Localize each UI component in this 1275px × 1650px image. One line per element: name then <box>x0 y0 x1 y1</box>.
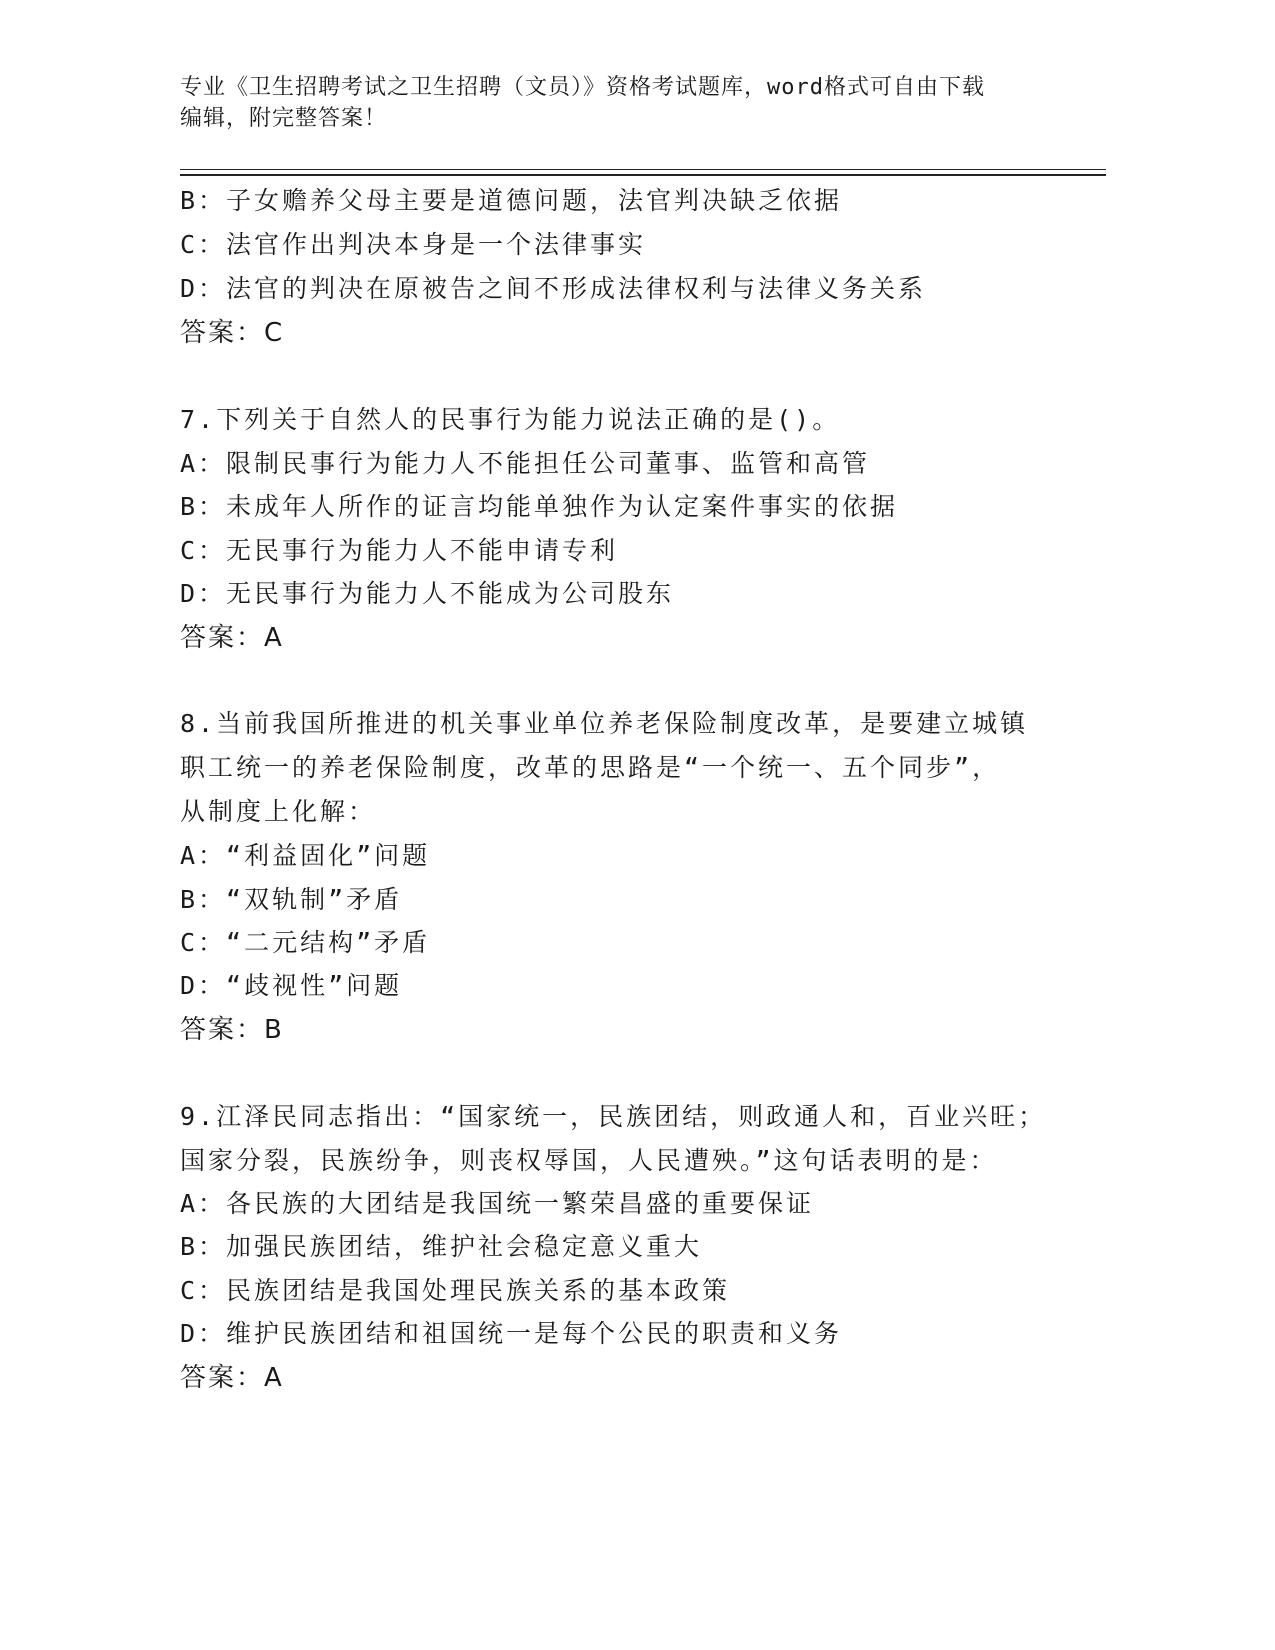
header-divider-thin <box>180 169 1106 170</box>
question-8-stem-line-1: 8.当前我国所推进的机关事业单位养老保险制度改革，是要建立城镇 <box>180 709 1029 738</box>
answer-label: 答案：A <box>180 623 284 653</box>
option-d: D：维护民族团结和祖国统一是每个公民的职责和义务 <box>180 1319 843 1348</box>
option-c: C：“二元结构”矛盾 <box>180 928 431 957</box>
option-c: C：法官作出判决本身是一个法律事实 <box>180 230 647 259</box>
option-a: A：限制民事行为能力人不能担任公司董事、监管和高管 <box>180 449 871 478</box>
question-7-stem: 7.下列关于自然人的民事行为能力说法正确的是()。 <box>180 405 841 434</box>
option-b: B：未成年人所作的证言均能单独作为认定案件事实的依据 <box>180 492 899 521</box>
option-b: B：“双轨制”矛盾 <box>180 885 403 914</box>
document-header <box>180 72 1060 134</box>
option-a: A：各民族的大团结是我国统一繁荣昌盛的重要保证 <box>180 1189 815 1218</box>
option-a: A：“利益固化”问题 <box>180 841 431 870</box>
option-d: D：法官的判决在原被告之间不形成法律权利与法律义务关系 <box>180 274 927 303</box>
option-d: D：“歧视性”问题 <box>180 971 403 1000</box>
header-divider-thick <box>180 174 1106 176</box>
question-8-stem-line-2: 职工统一的养老保险制度，改革的思路是“一个统一、五个同步”， <box>180 753 1001 782</box>
answer-label: 答案：A <box>180 1363 284 1393</box>
question-8-stem-line-3: 从制度上化解： <box>180 797 377 826</box>
option-d: D：无民事行为能力人不能成为公司股东 <box>180 579 675 608</box>
question-9-stem-line-2: 国家分裂，民族纷争，则丧权辱国，人民遭殃。”这句话表明的是： <box>180 1146 998 1175</box>
option-b: B：加强民族团结，维护社会稳定意义重大 <box>180 1232 703 1261</box>
answer-label: 答案：B <box>180 1015 284 1045</box>
option-c: C：无民事行为能力人不能申请专利 <box>180 536 619 565</box>
option-c: C：民族团结是我国处理民族关系的基本政策 <box>180 1276 731 1305</box>
answer-label: 答案：C <box>180 318 285 348</box>
option-b: B：子女赡养父母主要是道德问题，法官判决缺乏依据 <box>180 186 843 215</box>
header-line-2: 编辑，附完整答案！ <box>180 106 388 131</box>
question-9-stem-line-1: 9.江泽民同志指出：“国家统一，民族团结，则政通人和，百业兴旺； <box>180 1102 1047 1131</box>
header-line-1: 专业《卫生招聘考试之卫生招聘（文员）》资格考试题库，word格式可自由下载 <box>180 75 985 100</box>
